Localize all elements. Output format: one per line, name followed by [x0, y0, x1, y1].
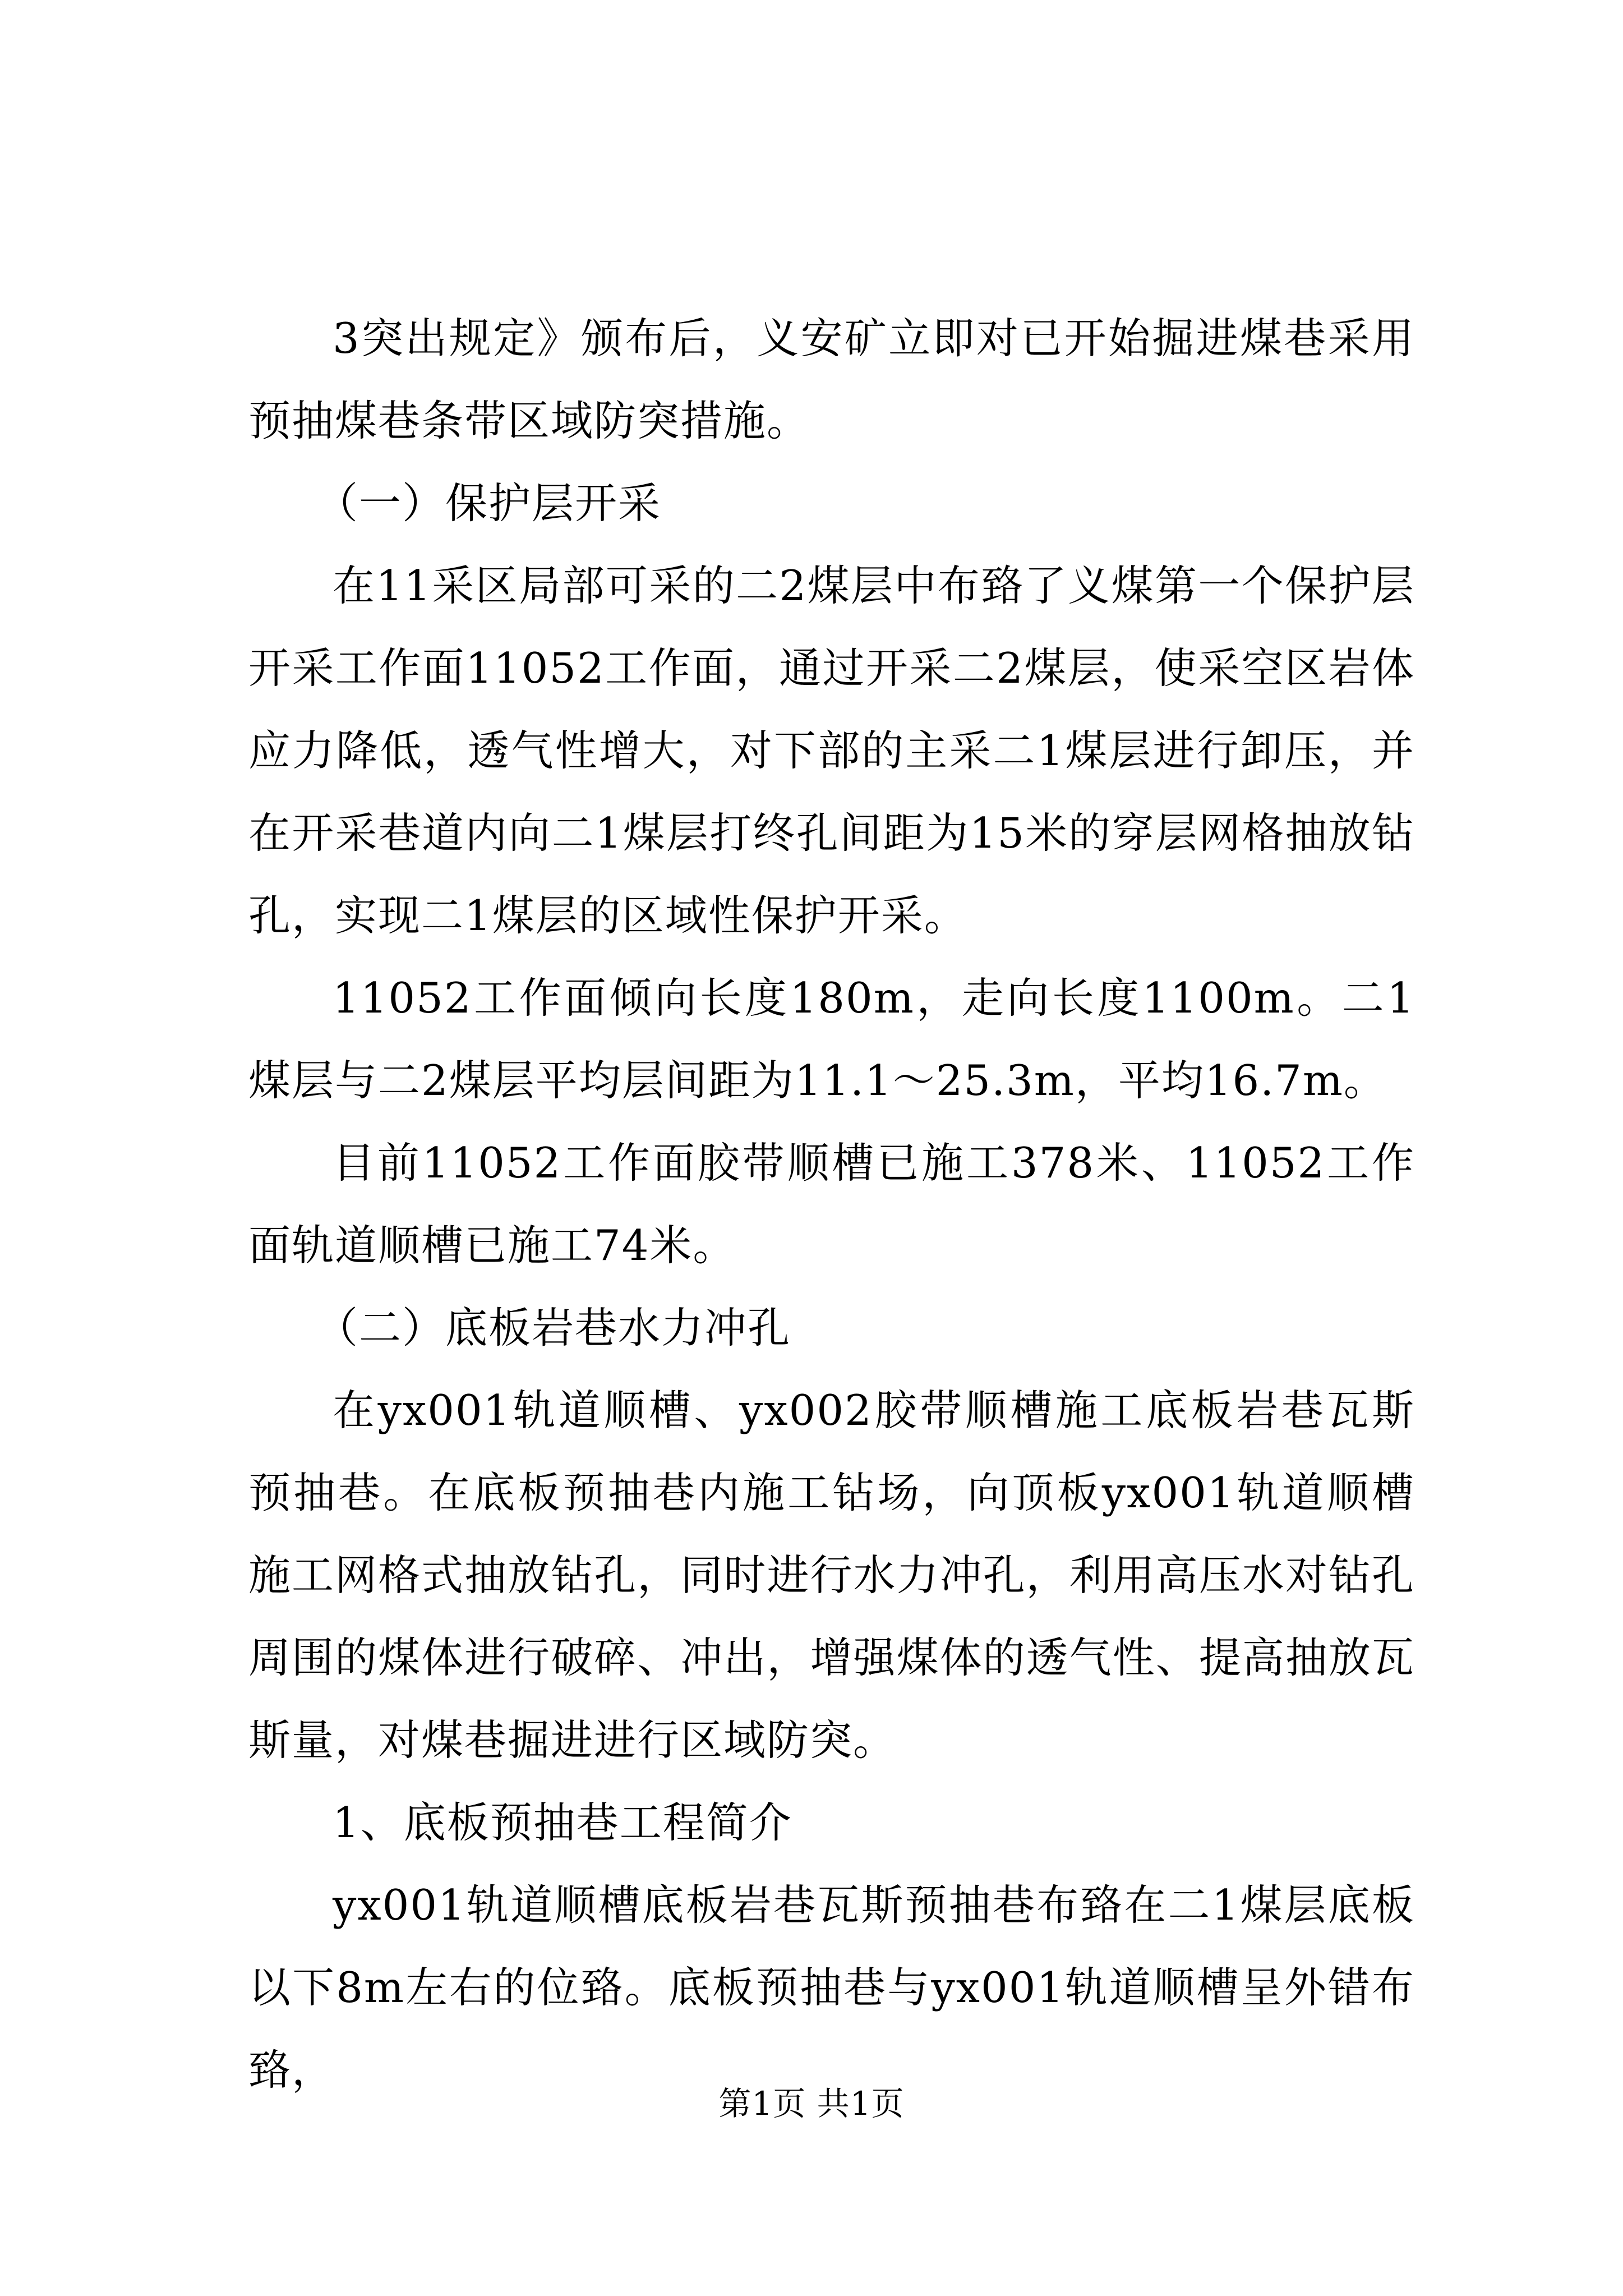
paragraph-workface-dimensions: 11052工作面倾向长度180m，走向长度1100m。二1煤层与二2煤层平均层间距为11.1～25.3m，平均16.7m。 [248, 973, 1415, 1105]
section-heading-protective-layer: （一）保护层开采 [316, 478, 662, 528]
paragraph-protective-layer: 在11采区局部可采的二2煤层中布臵了义煤第一个保护层开采工作面11052工作面，通过开采二2煤层，使采空区岩体应力降低，透气性增大，对下部的主采二1煤层进行卸压，并在开采巷道内向二1煤层打终孔间距为15米的穿层网格抽放钻孔，实现二1煤层的区域性保护开采。 [248, 561, 1415, 940]
section-heading-hydraulic-flushing: （二）底板岩巷水力冲孔 [316, 1303, 791, 1352]
subheading-roadway-overview: 1、底板预抽巷工程简介 [333, 1798, 792, 1847]
paragraph-hydraulic-flushing: 在yx001轨道顺槽、yx002胶带顺槽施工底板岩巷瓦斯预抽巷。在底板预抽巷内施工钻场，向顶板yx001轨道顺槽施工网格式抽放钻孔，同时进行水力冲孔，利用高压水对钻孔周围的煤体进行破碎、冲出，增强煤体的透气性、提高抽放瓦斯量，对煤巷掘进进行区域防突。 [248, 1386, 1415, 1765]
paragraph-current-progress: 目前11052工作面胶带顺槽已施工378米、11052工作面轨道顺槽已施工74米。 [248, 1138, 1415, 1270]
page-number-footer: 第1页 共1页 [718, 2085, 905, 2123]
document-body [248, 297, 1415, 2111]
paragraph-roadway-layout: yx001轨道顺槽底板岩巷瓦斯预抽巷布臵在二1煤层底板以下8m左右的位臵。底板预抽巷与yx001轨道顺槽呈外错布臵， [248, 1880, 1415, 2095]
paragraph-intro: 3突出规定》颁布后，义安矿立即对已开始掘进煤巷采用预抽煤巷条带区域防突措施。 [248, 314, 1415, 445]
